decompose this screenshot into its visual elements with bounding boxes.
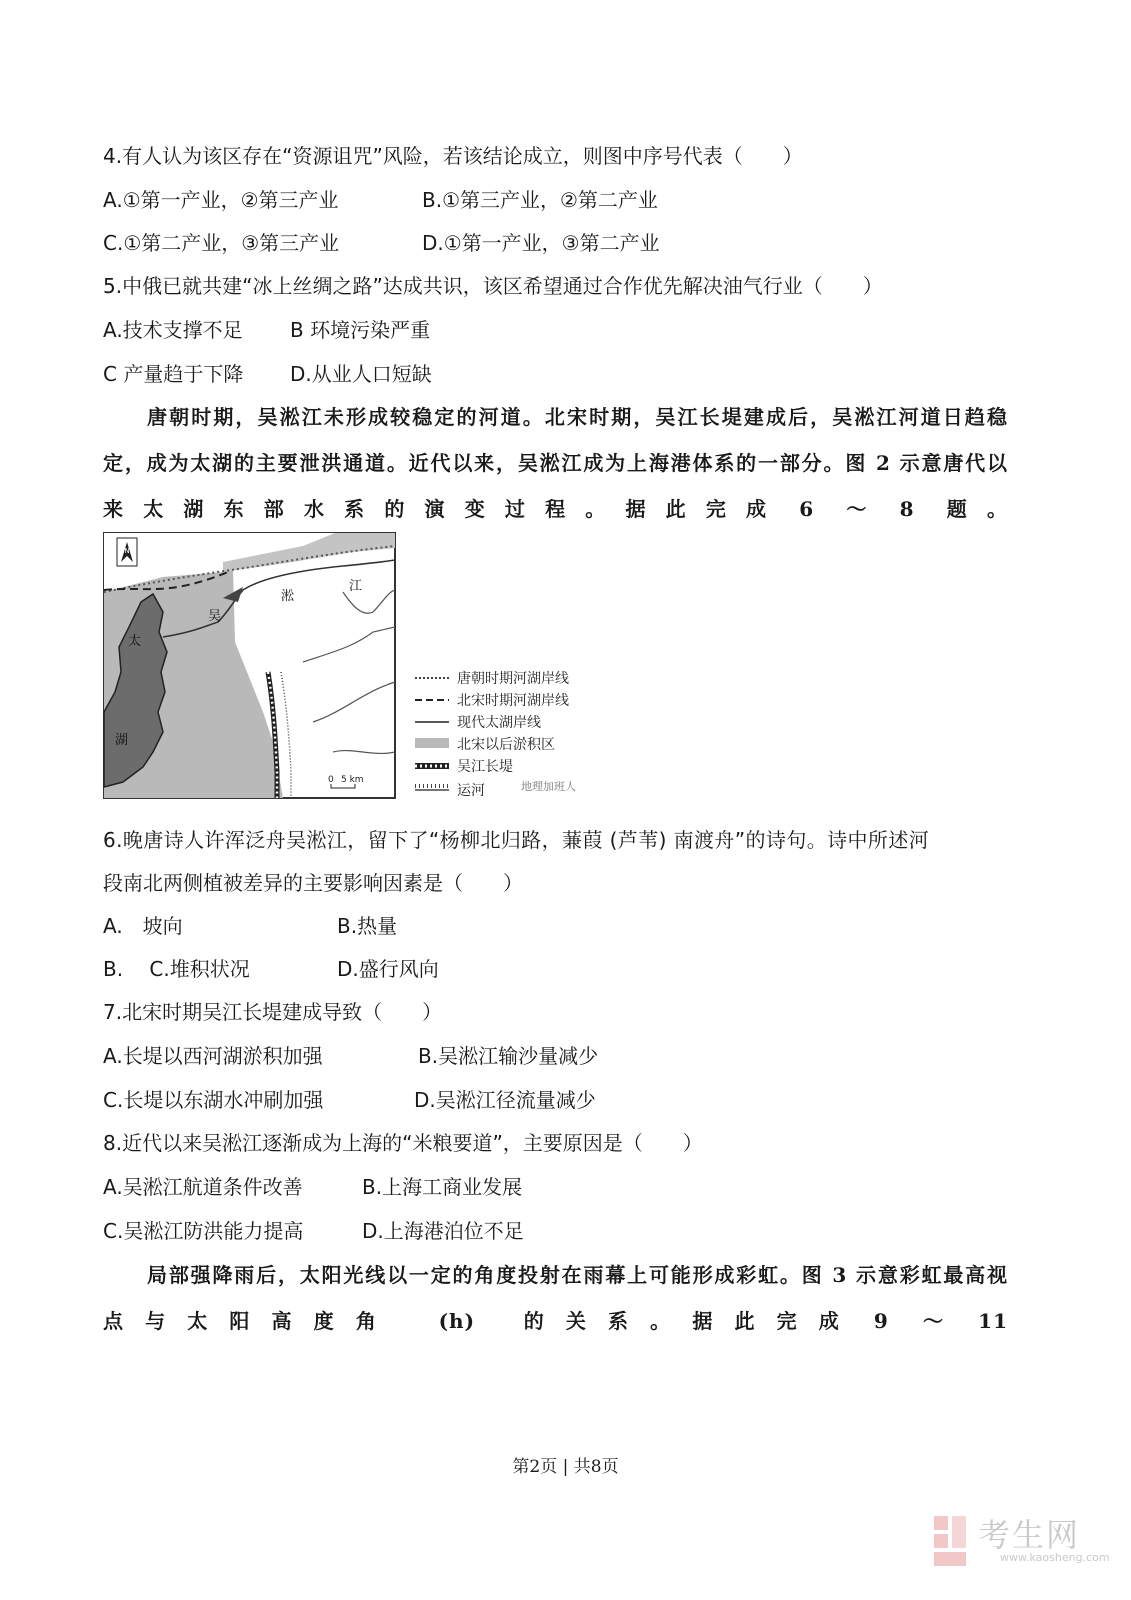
taihu-water-system-map — [103, 532, 603, 800]
passage-rainbow-line2: 点 与 太 阳 高 度 角 (h) 的 关 系 。 据 此 完 成 9 ～ 11 — [103, 1309, 1008, 1333]
legend-canal: 运河 — [457, 783, 485, 799]
q5-option-b: B 环境污染严重 — [290, 318, 431, 342]
passage-taihu-line1: 唐朝时期，吴淞江未形成较稳定的河道。北宋时期，吴江长堤建成后，吴淞江河道日趋稳 — [147, 405, 1008, 429]
q8-option-c: C.吴淞江防洪能力提高 — [103, 1219, 304, 1243]
map-watermark: 地理加班人 — [521, 780, 576, 793]
q7-stem: 7.北宋时期吴江长堤建成导致（ ） — [103, 1000, 443, 1024]
north-label: N — [124, 547, 130, 555]
map-label-song: 淞 — [281, 589, 295, 604]
q7-option-d: D.吴淞江径流量减少 — [414, 1088, 596, 1112]
q4-option-b: B.①第三产业，②第二产业 — [422, 188, 658, 212]
passage-taihu-line2: 定，成为太湖的主要泄洪通道。近代以来，吴淞江成为上海港体系的一部分。图 2 示意唐代以 — [103, 451, 1008, 475]
q7-option-c: C.长堤以东湖水冲刷加强 — [103, 1088, 324, 1112]
legend-modern: 现代太湖岸线 — [457, 715, 541, 731]
map-label-tai: 太 — [128, 634, 142, 649]
q4-option-d: D.①第一产业，③第二产业 — [422, 231, 660, 255]
q4-stem: 4.有人认为该区存在“资源诅咒”风险，若该结论成立，则图中序号代表（ ） — [103, 144, 803, 168]
q5-option-d: D.从业人口短缺 — [290, 362, 432, 386]
map-label-jiang: 江 — [349, 579, 363, 594]
q4-option-a: A.①第一产业，②第三产业 — [103, 188, 339, 212]
q8-option-a: A.吴淞江航道条件改善 — [103, 1175, 303, 1199]
q4-option-c: C.①第二产业，③第三产业 — [103, 231, 340, 255]
q5-option-a: A.技术支撑不足 — [103, 318, 243, 342]
scale-value: 5 km — [341, 775, 364, 785]
watermark-name: 考生网 — [978, 1516, 1081, 1554]
q5-option-c: C 产量趋于下降 — [103, 362, 244, 386]
q8-option-b: B.上海工商业发展 — [362, 1175, 523, 1199]
q6-option-d: D.盛行风向 — [337, 957, 439, 981]
q6-stem-line2: 段南北两侧植被差异的主要影响因素是（ ） — [103, 871, 523, 895]
passage-taihu-line3: 来 太 湖 东 部 水 系 的 演 变 过 程 。 据 此 完 成 6 ～ 8 题 。 — [103, 497, 1008, 521]
q6-option-b: B.热量 — [337, 914, 398, 938]
q6-stem-line1: 6.晚唐诗人许浑泛舟吴淞江，留下了“杨柳北归路，蒹葭 (芦苇) 南渡舟”的诗句。诗中所述河 — [103, 828, 930, 852]
legend-sediment: 北宋以后淤积区 — [457, 737, 555, 753]
q6-option-a: A. 坡向 — [103, 914, 183, 938]
q8-stem: 8.近代以来吴淞江逐渐成为上海的“米粮要道”，主要原因是（ ） — [103, 1131, 703, 1155]
q6-option-c: B. C.堆积状况 — [103, 957, 250, 981]
map-label-hu: 湖 — [115, 733, 129, 748]
map-label-wu: 吴 — [208, 609, 222, 624]
q7-option-a: A.长堤以西河湖淤积加强 — [103, 1044, 323, 1068]
page-footer: 第2页 | 共8页 — [512, 1457, 619, 1477]
q8-option-d: D.上海港泊位不足 — [362, 1219, 524, 1243]
legend-symbol-sediment — [415, 738, 449, 748]
scale-zero: 0 — [328, 775, 334, 785]
legend-levee: 吴江长堤 — [457, 759, 513, 775]
passage-rainbow-line1: 局部强降雨后，太阳光线以一定的角度投射在雨幕上可能形成彩虹。图 3 示意彩虹最高视 — [147, 1263, 1008, 1287]
q7-option-b: B.吴淞江输沙量减少 — [418, 1044, 599, 1068]
q5-stem: 5.中俄已就共建“冰上丝绸之路”达成共识，该区希望通过合作优先解决油气行业（ ） — [103, 274, 883, 298]
legend-song: 北宋时期河湖岸线 — [457, 693, 569, 709]
passage-taihu — [103, 402, 1008, 524]
legend-tang: 唐朝时期河湖岸线 — [457, 671, 569, 687]
passage-rainbow — [103, 1260, 1008, 1336]
watermark-url: www.kaosheng.com — [1000, 1551, 1110, 1564]
